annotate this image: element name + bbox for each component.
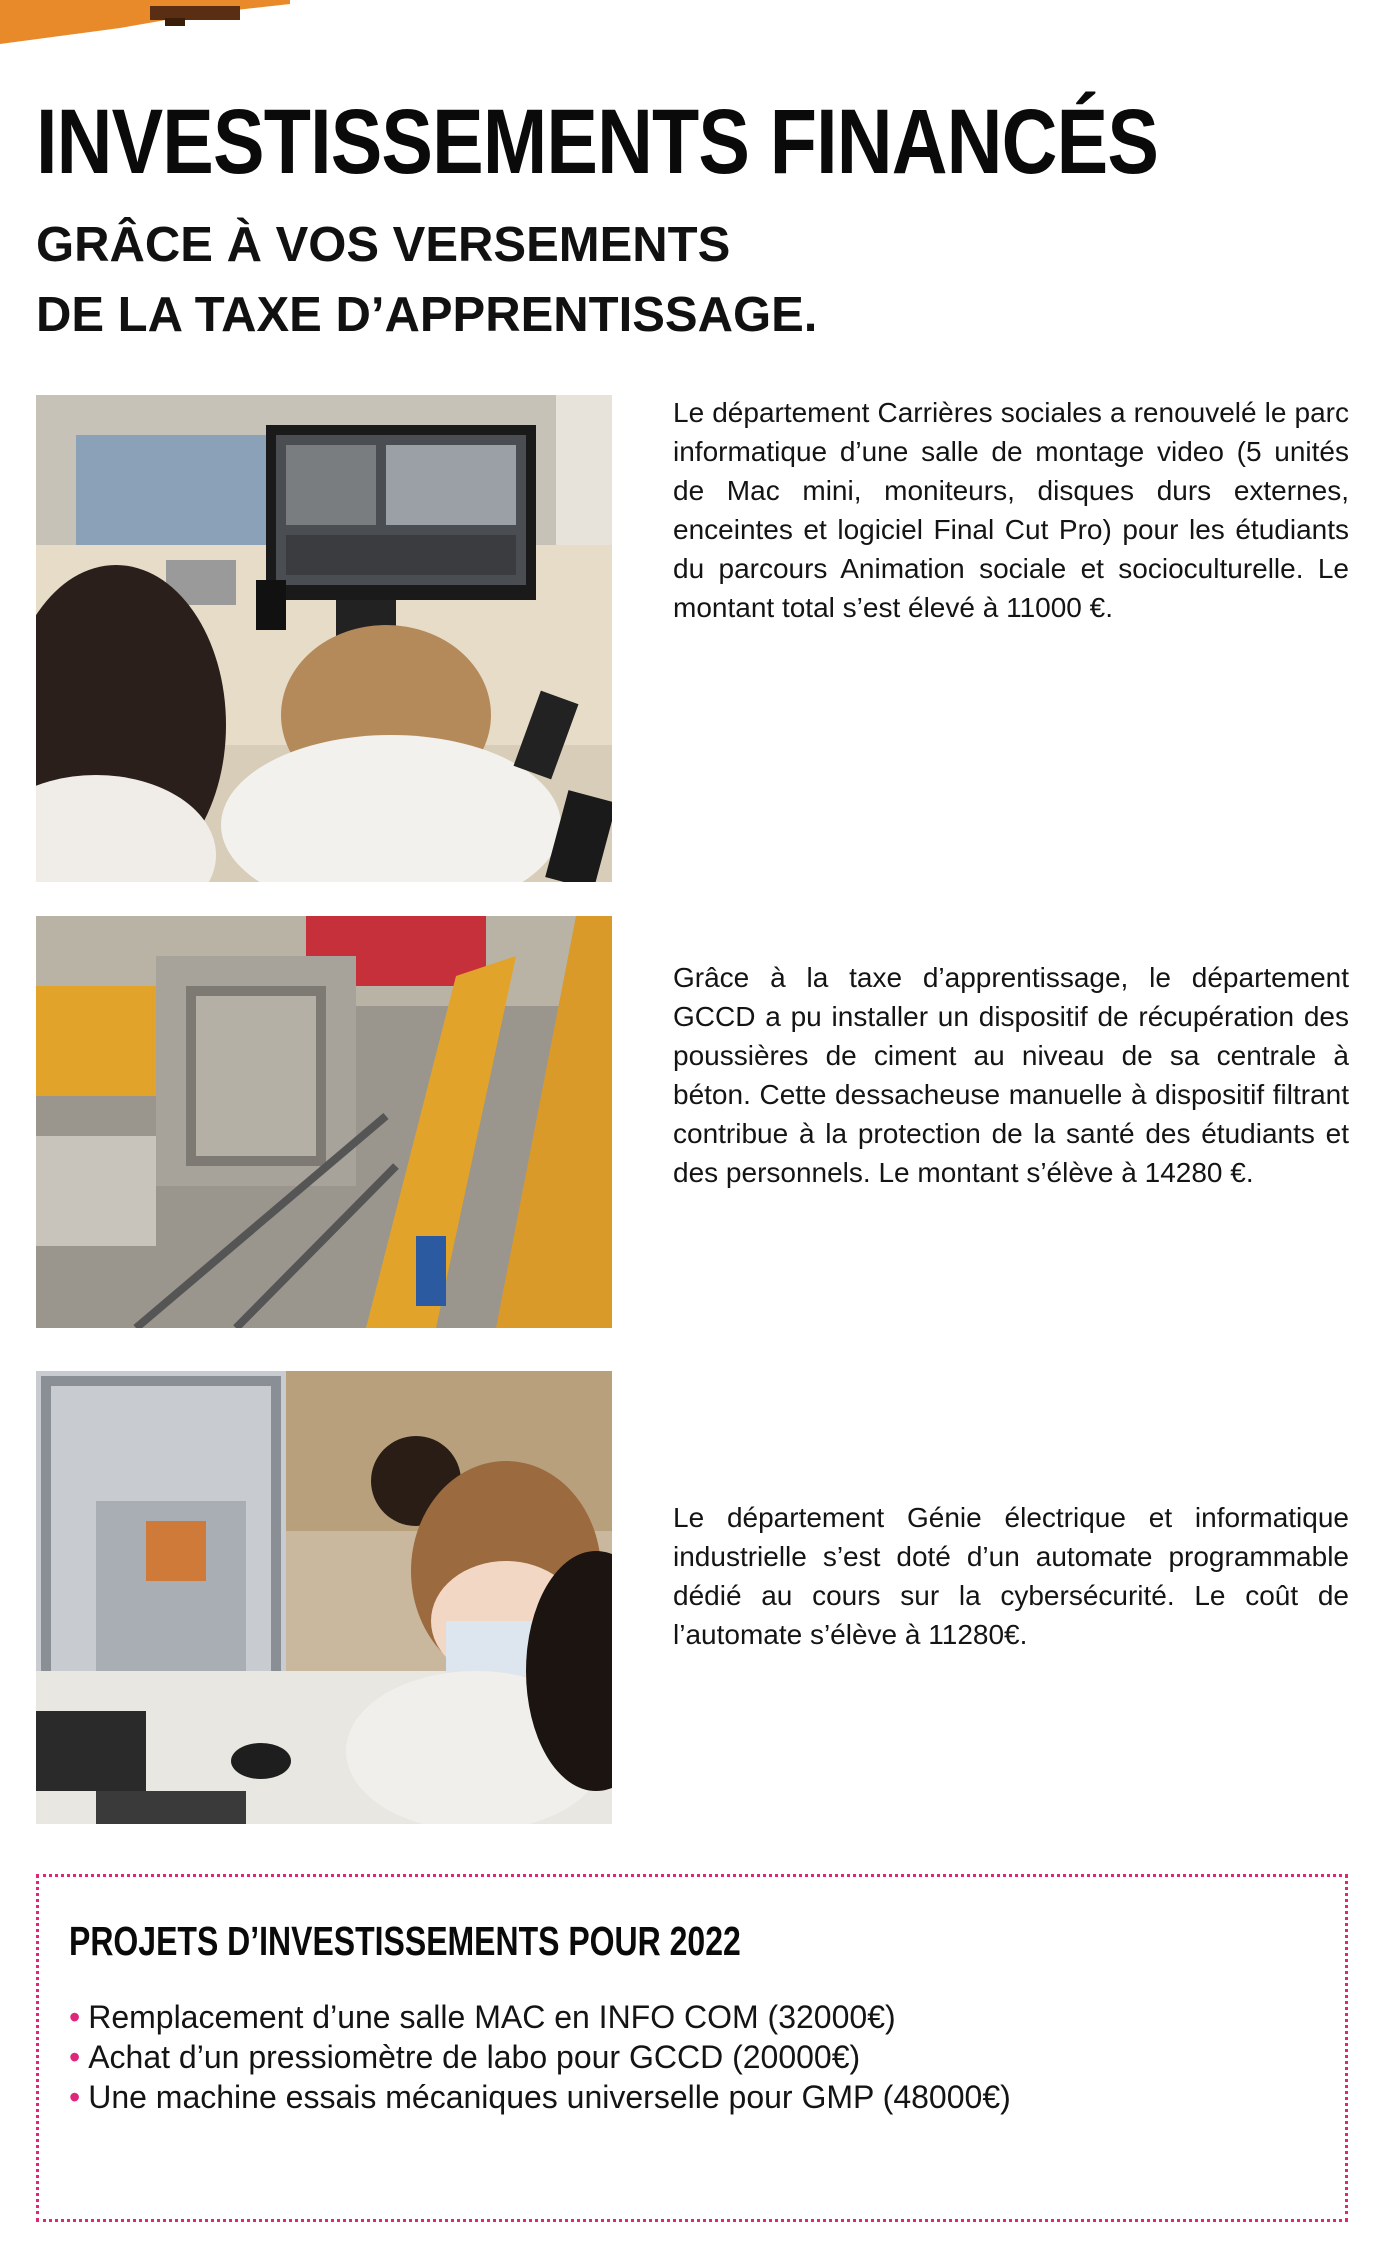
page-title: INVESTISSEMENTS FINANCÉS <box>36 91 1159 193</box>
projects-title: PROJETS D’INVESTISSEMENTS POUR 2022 <box>69 1918 741 1964</box>
subtitle-line-1: GRÂCE À VOS VERSEMENTS <box>36 218 731 272</box>
corner-decoration <box>0 0 290 44</box>
page-subtitle <box>36 210 817 350</box>
bullet-icon: • <box>69 2079 81 2115</box>
subtitle-line-2: DE LA TAXE D’APPRENTISSAGE. <box>36 288 818 342</box>
bullet-icon: • <box>69 1999 81 2035</box>
video-editing-room-photo <box>36 395 612 882</box>
section-3-text: Le département Génie électrique et informatique industrielle s’est doté d’un automate programmable dédié au cours sur la cybersécurité. Le coût de l’automate s’élève à 11280€. <box>673 1502 1349 1650</box>
list-item: • Remplacement d’une salle MAC en INFO COM (32000€) <box>69 1999 896 2035</box>
list-item: • Une machine essais mécaniques universelle pour GMP (48000€) <box>69 2079 1011 2115</box>
list-item: • Achat d’un pressiomètre de labo pour GCCD (20000€) <box>69 2039 861 2075</box>
bullet-icon: • <box>69 2039 81 2075</box>
section-2-text: Grâce à la taxe d’apprentissage, le département GCCD a pu installer un dispositif de récupération des poussières de ciment au niveau de sa centrale à béton. Cette dessacheuse manuelle à dispositif filtrant contribue à la protection de la santé des étudiants et des personnels. Le montant s’élève à 14280 €. <box>673 962 1349 1188</box>
projects-list <box>69 1997 1011 2117</box>
projects-2022-box <box>36 1874 1348 2222</box>
dust-recovery-machine-photo <box>36 916 612 1328</box>
programmable-controller-class-photo <box>36 1371 612 1824</box>
section-1-text: Le département Carrières sociales a renouvelé le parc informatique d’une salle de montage video (5 unités de Mac mini, moniteurs, disques durs externes, enceintes et logiciel Final Cut Pro) pour les étudiants du parcours Animation sociale et socioculturelle. Le montant total s’est élevé à 11000 €. <box>673 397 1349 623</box>
